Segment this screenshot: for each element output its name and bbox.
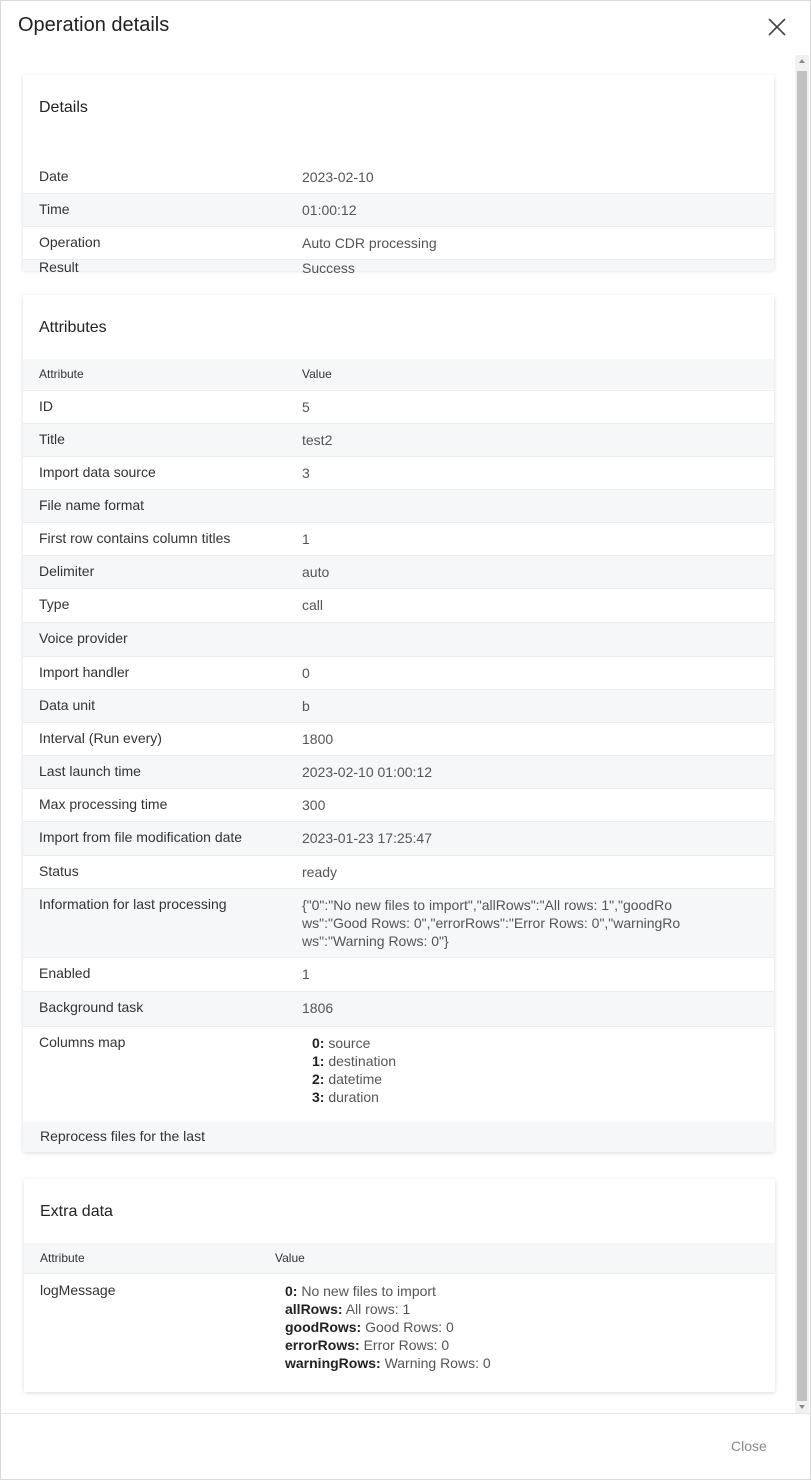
table-row xyxy=(23,390,774,424)
row-value: Auto CDR processing xyxy=(302,235,437,251)
row-key: Information for last processing xyxy=(39,896,227,912)
row-value: 3 xyxy=(302,465,310,481)
row-key: Import handler xyxy=(39,664,130,680)
modal-footer xyxy=(1,1413,810,1480)
row-value: auto xyxy=(302,564,330,580)
list-item: 0: No new files to import xyxy=(285,1283,436,1299)
table-row xyxy=(23,161,774,193)
details-card xyxy=(23,75,774,276)
row-key: Import data source xyxy=(39,464,156,480)
details-title: Details xyxy=(39,99,88,116)
table-row xyxy=(23,588,774,623)
row-value: 1 xyxy=(302,531,310,547)
attributes-table-header xyxy=(23,359,774,389)
table-row xyxy=(23,888,774,958)
modal-title: Operation details xyxy=(18,14,170,36)
row-value: 1 xyxy=(302,966,310,982)
column-header-value: Value xyxy=(302,367,332,381)
row-key: Last launch time xyxy=(39,763,141,779)
row-key: Type xyxy=(39,596,70,612)
vertical-scrollbar[interactable] xyxy=(795,55,809,1413)
table-row xyxy=(23,456,774,490)
row-key: First row contains column titles xyxy=(39,530,231,546)
list-item: 0: source xyxy=(312,1035,371,1051)
table-row xyxy=(23,489,774,523)
list-item: 2: datetime xyxy=(312,1071,383,1087)
modal-header xyxy=(1,1,810,53)
row-key: Date xyxy=(39,168,69,184)
table-row-log-message xyxy=(24,1273,775,1374)
list-item: allRows: All rows: 1 xyxy=(285,1301,411,1317)
columns-map-list xyxy=(312,1034,742,1106)
row-key: logMessage xyxy=(40,1282,116,1298)
row-key: Status xyxy=(39,863,79,879)
row-key: File name format xyxy=(39,497,145,513)
row-key: Max processing time xyxy=(39,796,168,812)
table-row xyxy=(23,722,774,756)
row-value: 1800 xyxy=(302,731,334,747)
list-item: 1: destination xyxy=(312,1053,397,1069)
table-row xyxy=(23,656,774,690)
row-key: Delimiter xyxy=(39,563,95,579)
table-row xyxy=(23,689,774,723)
table-row xyxy=(23,259,774,276)
list-item: 3: duration xyxy=(312,1089,379,1105)
column-header-attribute: Attribute xyxy=(40,1251,85,1265)
table-row-columns-map xyxy=(23,1026,774,1122)
table-row xyxy=(23,755,774,789)
extra-table-header xyxy=(24,1243,775,1273)
close-icon[interactable] xyxy=(765,15,789,39)
row-value: 2023-02-10 01:00:12 xyxy=(302,764,432,780)
row-key: Reprocess files for the last xyxy=(40,1128,205,1144)
table-row xyxy=(23,957,774,992)
row-key: Result xyxy=(39,259,79,275)
row-key: Time xyxy=(39,201,70,217)
table-row xyxy=(23,855,774,889)
row-value: call xyxy=(302,597,324,613)
row-value: 01:00:12 xyxy=(302,202,357,218)
table-row xyxy=(23,622,774,657)
row-value: 5 xyxy=(302,399,310,415)
close-button[interactable]: Close xyxy=(731,1438,767,1454)
list-item: warningRows: Warning Rows: 0 xyxy=(285,1355,491,1371)
extra-data-card xyxy=(24,1179,775,1392)
modal-body xyxy=(1,53,810,1413)
row-value: b xyxy=(302,698,310,714)
row-key: Interval (Run every) xyxy=(39,730,162,746)
row-key: Background task xyxy=(39,999,144,1015)
row-key: Enabled xyxy=(39,965,91,981)
scrollbar-thumb[interactable] xyxy=(797,71,807,1401)
table-row xyxy=(23,991,774,1026)
row-value: ready xyxy=(302,864,338,880)
table-row xyxy=(23,821,774,856)
attributes-card xyxy=(23,295,774,1152)
row-value: 1806 xyxy=(302,1000,334,1016)
row-value: 0 xyxy=(302,665,310,681)
table-row xyxy=(23,522,774,556)
row-value: Success xyxy=(302,260,355,276)
log-message-list xyxy=(285,1282,715,1372)
row-value: 300 xyxy=(302,797,326,813)
row-value: {"0":"No new files to import","allRows":"All rows: 1","goodRows":"Good Rows: 0","errorRows":"Error Rows: 0","warningRows":"Warning Rows: 0"} xyxy=(302,897,681,949)
row-value: 2023-01-23 17:25:47 xyxy=(302,830,432,846)
row-key: Import from file modification date xyxy=(39,829,243,845)
row-key: ID xyxy=(39,398,53,414)
column-header-value: Value xyxy=(275,1251,305,1265)
row-value: test2 xyxy=(302,432,333,448)
table-row-reprocess xyxy=(23,1122,774,1152)
scroll-down-icon[interactable] xyxy=(799,1405,805,1409)
table-row xyxy=(23,555,774,589)
attributes-title: Attributes xyxy=(39,319,107,336)
row-key: Operation xyxy=(39,234,101,250)
table-row xyxy=(23,226,774,259)
scroll-up-icon[interactable] xyxy=(799,59,805,63)
table-row xyxy=(23,193,774,226)
row-key: Voice provider xyxy=(39,630,128,646)
row-key: Title xyxy=(39,431,65,447)
row-key: Columns map xyxy=(39,1034,126,1050)
list-item: errorRows: Error Rows: 0 xyxy=(285,1337,450,1353)
table-row xyxy=(23,788,774,822)
table-row xyxy=(23,423,774,457)
row-value: 2023-02-10 xyxy=(302,169,374,185)
row-key: Data unit xyxy=(39,697,96,713)
extra-data-title: Extra data xyxy=(40,1203,113,1220)
list-item: goodRows: Good Rows: 0 xyxy=(285,1319,454,1335)
column-header-attribute: Attribute xyxy=(39,367,84,381)
